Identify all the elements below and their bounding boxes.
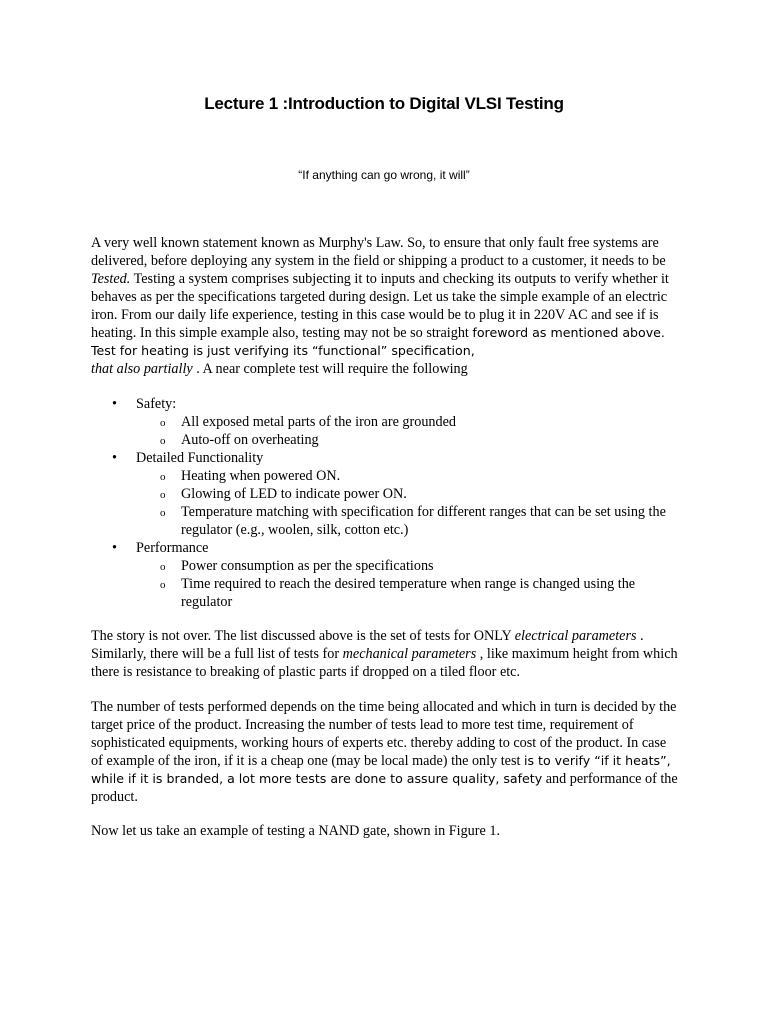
sublist-item: o All exposed metal parts of the iron are grounded (136, 413, 681, 431)
sublist-item: o Auto-off on overheating (136, 431, 681, 449)
text-run: The number of tests performed depends on the time being allocated and which in turn is decided by the target price of the product. Increasing the number of tests lead to more test time, requirement of sophisticated equipments, working hours of experts etc. thereby adding to cost of the product. In case of example of the iron, if it is a cheap one (may be local made) the only test (91, 699, 677, 769)
emphasis-electrical: electrical parameters (514, 628, 637, 644)
epigraph-quote: “If anything can go wrong, it will” (298, 168, 470, 182)
sublist-item: o Time required to reach the desired temperature when range is changed using the regulator (136, 575, 681, 611)
emphasis-mechanical: mechanical parameters (342, 646, 477, 662)
sublist-item: o Temperature matching with specification for different ranges that can be set using the regulator (e.g., woolen, silk, cotton etc.) (136, 503, 681, 539)
emphasis-partially: that also partially (91, 361, 193, 377)
sublist (136, 413, 681, 449)
text-run: Testing a system comprises subjecting it to inputs and checking its outputs to verify whether it behaves as per the specifications targeted during design. Let us take the simple example of an electric iron. From our daily life experience, testing in this case would be to plug it in 220V AC and see if is heating. In this simple example also, testing may not be so straight (91, 271, 669, 341)
page-title: Lecture 1 :Introduction to Digital VLSI Testing (204, 94, 564, 113)
list-item-functionality (91, 449, 681, 539)
list-item-performance (91, 539, 681, 611)
sublist-item: o Power consumption as per the specifications (136, 557, 681, 575)
text-run: . A near complete test will require the following (192, 361, 468, 377)
sublist-item: o Glowing of LED to indicate power ON. (136, 485, 681, 503)
list-item-label: Safety: (136, 396, 177, 412)
list-item-label: Performance (136, 540, 209, 556)
sublist (136, 557, 681, 611)
text-run-sans: is to verify “if it heats”, while if it is branded, a lot more tests are done to assure quality, safety (91, 753, 671, 786)
paragraph-parameters (91, 627, 681, 681)
list-item-safety (91, 395, 681, 449)
text-run: . Similarly, there will be a full list of tests for (91, 628, 644, 662)
text-run-sans: foreword as mentioned above. Test for heating is just verifying its “functional” specification, (91, 325, 665, 358)
emphasis-tested: Tested. (91, 271, 131, 287)
test-categories-list (91, 395, 681, 611)
sublist-item: o Heating when powered ON. (136, 467, 681, 485)
text-run: and performance of the product. (91, 771, 678, 805)
text-run: , like maximum height from which there is resistance to breaking of plastic parts if dropped on a tiled floor etc. (91, 646, 678, 680)
text-run: The story is not over. The list discussed above is the set of tests for ONLY (91, 628, 515, 644)
paragraph-intro (91, 234, 681, 378)
paragraph-nand-example: Now let us take an example of testing a NAND gate, shown in Figure 1. (91, 823, 500, 839)
list-item-label: Detailed Functionality (136, 450, 264, 466)
text-run: A very well known statement known as Murphy's Law. So, to ensure that only fault free systems are delivered, before deploying any system in the field or shipping a product to a customer, it needs to be (91, 235, 666, 269)
sublist (136, 467, 681, 539)
paragraph-test-cost (91, 698, 681, 806)
